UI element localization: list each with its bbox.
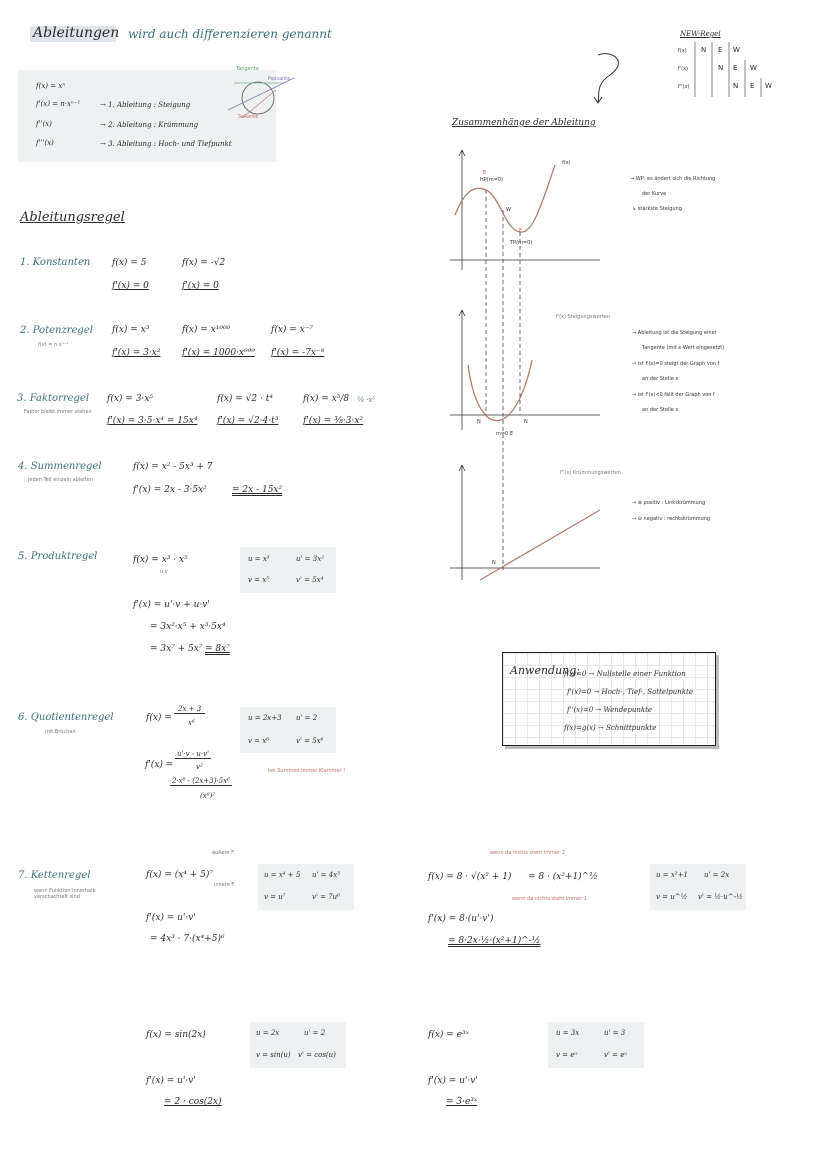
kette-ex2-f: f(x) = 8 · √(x² + 1) <box>428 872 512 882</box>
quotient-d2den: (x⁶)² <box>200 792 216 800</box>
summe-sub: jeden Teil einzeln ableiten <box>28 477 93 483</box>
kette-ex1-aussere: äußere F. <box>212 850 235 856</box>
potenz-e1: f(x) = x³ <box>112 325 150 335</box>
kette-ex4-v: v = eᵘ <box>556 1051 578 1059</box>
faktor-e3b: ⅜ ·x³ <box>357 396 375 404</box>
summe-d1b: = 2x - 15x² <box>232 485 283 495</box>
kette-ex3-f: f(x) = sin(2x) <box>146 1030 206 1040</box>
kette-ex1-v: v = u⁷ <box>264 893 286 901</box>
graph2-note-0: → Ableitung ist die Steigung einer <box>632 330 717 336</box>
nvw-row-label-1: f'(x) <box>678 66 688 72</box>
quotient-u1: u' = 2 <box>296 714 318 722</box>
nvw-row-label-0: f(x) <box>678 48 687 54</box>
quotient-sub: mit Brüchen <box>45 729 76 735</box>
kette-ex4-v1: v' = eᵘ <box>604 1051 628 1059</box>
graph3-pos: → ⊕ positiv : Linkskrümmung <box>632 500 706 506</box>
kette-ex4-u: u = 3x <box>556 1029 580 1037</box>
nvw-grid-lines <box>695 42 780 97</box>
graph1-e: E <box>483 170 487 176</box>
produkt-v1: v' = 5x⁴ <box>296 576 324 584</box>
produkt-title: 5. Produktregel <box>18 551 98 562</box>
kette-ex1-v1: v' = 7u⁶ <box>312 893 340 901</box>
nvw-title: NEW-Regel <box>680 30 721 38</box>
kette-ex1-d1: f'(x) = u'·v' <box>146 913 196 923</box>
quotient-d1: f'(x) = <box>145 760 174 770</box>
summe-d1: f'(x) = 2x - 3·5x² <box>133 485 207 495</box>
potenz-title: 2. Potenzregel <box>20 325 93 336</box>
label-passante: Passante <box>268 76 291 82</box>
page-title: Ableitungen <box>33 25 120 41</box>
intro-f2: f''(x) <box>36 120 52 128</box>
graph1-e2: E <box>519 228 523 234</box>
nvw-cell-2-w: W <box>765 82 772 90</box>
nvw-cell-1-n: N <box>718 64 724 72</box>
page-subtitle: wird auch differenzieren genannt <box>128 27 332 41</box>
faktor-e2: f(x) = √2 · t⁴ <box>217 394 273 404</box>
produkt-u: u = x³ <box>248 555 270 563</box>
produkt-uv: u v <box>160 569 168 575</box>
graph1-hp: HP(m=0) <box>480 177 503 183</box>
kette-ex2-u: u = x²+1 <box>656 871 688 879</box>
summe-e1: f(x) = x² - 5x³ + 7 <box>133 462 213 472</box>
kette-ex2-note-bot: wenn da nichts steht immer 1 <box>512 896 587 902</box>
kette-ex4-f: f(x) = e³ˣ <box>428 1030 469 1040</box>
quotient-den: x⁶ <box>188 719 195 727</box>
nvw-cell-1-w: W <box>750 64 757 72</box>
potenz-d3: f'(x) = -7x⁻⁸ <box>271 348 325 358</box>
kette-ex1-u: u = x⁴ + 5 <box>264 871 301 879</box>
quotient-note: bei Summen immer Klammer ! <box>268 768 346 774</box>
graph3-neg: → ⊖ negativ : rechtskrümmung <box>632 516 711 522</box>
graph1-label: f(x) <box>562 160 571 166</box>
kette-ex1-f: f(x) = (x⁴ + 5)⁷ <box>146 870 213 880</box>
graph2-n2: N <box>524 419 528 425</box>
kette-ex2-d1: f'(x) = 8·(u'·v') <box>428 914 494 924</box>
potenz-e3: f(x) = x⁻⁷ <box>271 325 314 335</box>
nvw-cell-1-e: E <box>733 64 738 72</box>
kette-ex2-f2: = 8 · (x²+1)^½ <box>528 872 598 882</box>
kette-ex1-u1: u' = 4x³ <box>312 871 340 879</box>
quotient-d2num: 2·x⁶ - (2x+3)·5x⁶ <box>172 777 230 785</box>
faktor-d2: f'(x) = √2·4·t³ <box>217 416 279 426</box>
produkt-d1: f'(x) = u'·v + u·v' <box>133 600 210 610</box>
quotient-title: 6. Quotientenregel <box>18 712 114 723</box>
konstanten-e1: f(x) = 5 <box>112 258 147 268</box>
quotient-f: f(x) = <box>146 713 172 723</box>
graph2-note-5: an der Stelle x <box>642 407 679 413</box>
kette-ex4-u1: u' = 3 <box>604 1029 626 1037</box>
kette-ex1-innere: innere F. <box>214 882 236 888</box>
graph2-m: m=0 E <box>496 431 513 437</box>
quotient-dden: v² <box>196 763 203 771</box>
graph2-note-1: Tangente (mit x-Wert eingesetzt) <box>642 345 725 351</box>
graph2-note-2: → ist f'(x)=0 steigt der Graph von f <box>632 361 720 367</box>
label-tangente: Tangente <box>236 66 259 72</box>
potenz-d1: f'(x) = 3·x² <box>112 348 161 358</box>
graph2-note-4: → ist f'(x)<0 fällt der Graph von f <box>632 392 715 398</box>
kette-ex3-v: v = sin(u) <box>256 1051 291 1059</box>
intro-a3: → 3. Ableitung : Hoch- und Tiefpunkt <box>100 140 232 148</box>
kette-ex4-d1: f'(x) = u'·v' <box>428 1076 478 1086</box>
potenz-sub: f(x) = n·xⁿ⁻¹ <box>38 342 69 348</box>
faktor-d3: f'(x) = ⅜·3·x² <box>303 416 364 426</box>
faktor-title: 3. Faktorregel <box>17 393 90 404</box>
produkt-d3: = 3x⁷ + 5x⁷ <box>150 644 203 654</box>
quotient-v1: v' = 5x⁶ <box>296 737 324 745</box>
faktor-sub: Faktor bleibt immer stehen <box>24 409 92 415</box>
kette-title: 7. Kettenregel <box>18 870 91 881</box>
faktor-e1: f(x) = 3·x⁵ <box>107 394 153 404</box>
kette-ex2-d2: = 8·2x·½·(x²+1)^-½ <box>448 936 541 946</box>
graph1-tp: TP(m=0) <box>510 240 533 246</box>
anwendung-row-1: f'(x)=0 → Hoch-, Tief-, Sattelpunkte <box>567 688 693 696</box>
graph2-label: f'(x) Steigungswerten <box>556 314 610 320</box>
kette-ex2-note-top: wenn da nichts steht immer 2 <box>490 850 565 856</box>
nvw-cell-0-n: N <box>701 46 707 54</box>
graph2-n1: N <box>477 419 481 425</box>
kette-ex2-u1: u' = 2x <box>704 871 730 879</box>
label-sekante: Sekante <box>238 114 259 120</box>
intro-f3: f'''(x) <box>36 139 54 147</box>
anwendung-row-2: f''(x)=0 → Wendepunkte <box>567 706 653 714</box>
kette-ex4-d2: = 3·e³ˣ <box>446 1097 478 1107</box>
nvw-row-label-2: f''(x) <box>678 84 690 90</box>
kette-ex2-v: v = u^½ <box>656 893 688 901</box>
anwendung-title: Anwendung: <box>510 664 580 677</box>
regeln-heading: Ableitungsregel <box>20 210 125 225</box>
summe-title: 4. Summenregel <box>18 461 102 472</box>
intro-f1: f'(x) = n·xⁿ⁻¹ <box>36 100 81 108</box>
zusammenhang-title: Zusammenhänge der Ableitung <box>452 118 596 128</box>
nvw-cell-0-w: W <box>733 46 740 54</box>
faktor-e3: f(x) = x³/8 <box>303 394 350 404</box>
nvw-cell-2-n: N <box>733 82 739 90</box>
kette-ex3-d2: = 2 · cos(2x) <box>164 1097 222 1107</box>
intro-a1: → 1. Ableitung : Steigung <box>100 101 191 109</box>
intro-f: f(x) = xⁿ <box>36 82 66 90</box>
produkt-v: v = x⁵ <box>248 576 270 584</box>
graph1-note2: ↳ stärkste Steigung <box>632 206 682 212</box>
graph1-note1: → WP: es ändert sich die Richtung <box>630 176 716 182</box>
graph2-note-3: an der Stelle x <box>642 376 679 382</box>
graph3-n: N <box>492 560 496 566</box>
produkt-uv-box <box>240 547 336 593</box>
kette-ex3-u1: u' = 2 <box>304 1029 326 1037</box>
faktor-d1: f'(x) = 3·5·x⁴ = 15x⁴ <box>107 416 198 426</box>
produkt-u1: u' = 3x² <box>296 555 324 563</box>
nvw-cell-0-e: E <box>718 46 723 54</box>
produkt-d3b: = 8x⁷ <box>205 644 230 654</box>
graph3-label: f''(x) Krümmungswerten <box>560 470 621 476</box>
kette-ex3-v1: v' = cos(u) <box>298 1051 336 1059</box>
konstanten-d1: f'(x) = 0 <box>112 281 149 291</box>
nvw-cell-2-e: E <box>750 82 755 90</box>
anwendung-row-0: f(x)=0 → Nullstelle einer Funktion <box>564 670 686 678</box>
graphs-svg <box>440 140 640 600</box>
graph1-w: W <box>506 207 511 213</box>
konstanten-e2: f(x) = -√2 <box>182 258 226 268</box>
kette-ex3-d1: f'(x) = u'·v' <box>146 1076 196 1086</box>
kette-ex2-v1: v' = ½·u^-½ <box>698 893 743 901</box>
kette-ex1-d2: = 4x³ · 7·(x⁴+5)⁶ <box>150 934 225 944</box>
produkt-d2: = 3x²·x⁵ + x³·5x⁴ <box>150 622 226 632</box>
arrow-decoration <box>590 50 640 105</box>
quotient-num: 2x + 3 <box>174 705 205 714</box>
quotient-v: v = x⁶ <box>248 737 270 745</box>
kette-ex3-u: u = 2x <box>256 1029 280 1037</box>
kette-sub: wenn Funktion innerhalb verschachtelt sind <box>34 888 96 900</box>
intro-a2: → 2. Ableitung : Krümmung <box>100 121 199 129</box>
konstanten-title: 1. Konstanten <box>20 257 91 268</box>
anwendung-row-3: f(x)=g(x) → Schnittpunkte <box>564 724 657 732</box>
produkt-e1: f(x) = x³ · x⁵ <box>133 555 188 565</box>
quotient-dnum: u'·v - u·v' <box>177 750 210 758</box>
potenz-e2: f(x) = x¹⁰⁰⁰ <box>182 325 231 335</box>
graph1-note1b: der Kurve <box>642 191 667 197</box>
konstanten-d2: f'(x) = 0 <box>182 281 219 291</box>
potenz-d2: f'(x) = 1000·x⁹⁹⁹ <box>182 348 255 358</box>
quotient-u: u = 2x+3 <box>248 714 282 722</box>
